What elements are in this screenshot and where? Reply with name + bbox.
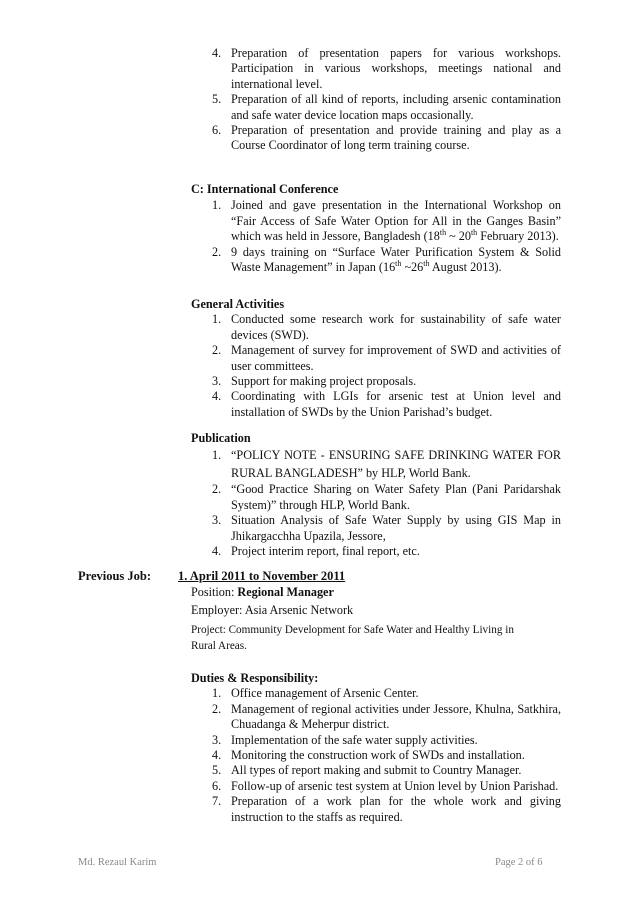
- list-item: 1. Conducted some research work for sustainability of safe water devices (SWD).: [212, 312, 561, 342]
- general-activities-heading: General Activities: [191, 297, 285, 311]
- previous-job-date: 1. April 2011 to November 2011: [178, 569, 346, 583]
- list-item: 1. “POLICY NOTE - ENSURING SAFE DRINKING WATER FOR RURAL BANGLADESH” by HLP, World Bank.: [212, 448, 561, 481]
- publication-list: [191, 446, 561, 559]
- employer-line: Employer: Asia Arsenic Network: [191, 603, 354, 617]
- list-item: 4. Project interim report, final report, etc.: [212, 544, 420, 559]
- duties-list: [191, 686, 561, 825]
- list-item: 2. “Good Practice Sharing on Water Safety Plan (Pani Paridarshak System)” through HLP, World Bank.: [212, 482, 561, 512]
- footer-author: Md. Rezaul Karim: [78, 857, 157, 868]
- general-activities-section: [191, 297, 561, 420]
- list-item: 3. Situation Analysis of Safe Water Supply by using GIS Map in Jhikargacchha Upazila, Jessore,: [212, 513, 561, 543]
- list-item: 1. Joined and gave presentation in the International Workshop on “Fair Access of Safe Water Option for All in the Ganges Basin” which was held in Jessore, Bangladesh (18th ~ 20th February 2013).: [212, 198, 561, 244]
- list-item: 1. Office management of Arsenic Center.: [212, 686, 419, 701]
- publication-section: [191, 431, 561, 559]
- list-item: 4. Coordinating with LGIs for arsenic test at Union level and installation of SWDs by the Union Parishad’s budget.: [212, 389, 561, 419]
- previous-job-label: Previous Job:: [78, 569, 152, 583]
- conference-list: [191, 198, 561, 275]
- duties-heading: Duties & Responsibility:: [191, 671, 319, 685]
- list-item: 4. Preparation of presentation papers for various workshops. Participation in various workshops, meetings national and international level.: [212, 46, 561, 91]
- project-line-1: Project: Community Development for Safe Water and Healthy Living in: [191, 624, 514, 636]
- list-item: 2. 9 days training on “Surface Water Purification System & Solid Waste Management” in Japan (16th ~26th August 2013).: [212, 244, 561, 275]
- conference-section: [191, 182, 561, 275]
- project-line-2: Rural Areas.: [191, 640, 247, 652]
- publication-heading: Publication: [191, 431, 251, 445]
- position-value: Regional Manager: [237, 585, 334, 599]
- work-duties-list-continued: [191, 46, 561, 154]
- position-line: [191, 585, 334, 600]
- list-item: 2. Management of regional activities under Jessore, Khulna, Satkhira, Chuadanga & Meherpur district.: [212, 701, 561, 732]
- list-item: 3. Implementation of the safe water supply activities.: [212, 732, 478, 747]
- list-item: 6. Preparation of presentation and provide training and play as a Course Coordinator of long term training course.: [212, 123, 561, 153]
- duties-section: [191, 671, 561, 825]
- list-item: 3. Support for making project proposals.: [212, 374, 417, 389]
- list-item: 4. Monitoring the construction work of SWDs and installation.: [212, 748, 525, 763]
- list-item: 5. All types of report making and submit to Country Manager.: [212, 763, 522, 778]
- general-activities-list: [191, 312, 561, 420]
- footer-page-number: Page 2 of 6: [495, 857, 543, 868]
- list-item: 5. Preparation of all kind of reports, including arsenic contamination and safe water device location maps occasionally.: [212, 92, 561, 122]
- list-item: 2. Management of survey for improvement of SWD and activities of user committees.: [212, 343, 561, 373]
- list-item: 7. Preparation of a work plan for the whole work and giving instruction to the staffs as required.: [212, 794, 561, 824]
- conference-heading: C: International Conference: [191, 182, 339, 196]
- position-label: Position:: [191, 585, 235, 599]
- list-item: 6. Follow-up of arsenic test system at Union level by Union Parishad.: [212, 778, 559, 793]
